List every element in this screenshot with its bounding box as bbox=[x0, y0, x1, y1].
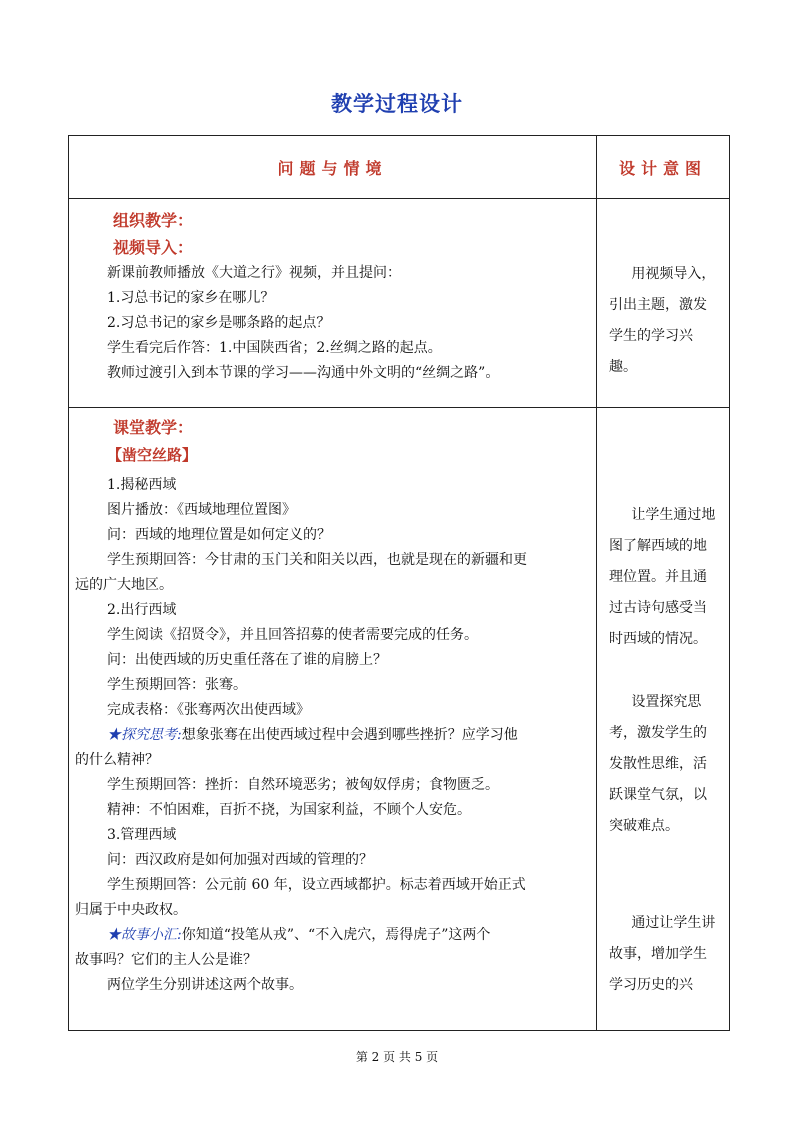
intent-text: 设置探究思考，激发学生的发散性思维，活跃课堂气氛，以突破难点。 bbox=[609, 694, 707, 834]
subheading: 3.管理西域 bbox=[107, 827, 177, 843]
header-situation: 问题与情境 bbox=[69, 136, 597, 199]
intent-text: 让学生通过地图了解西域的地理位置。并且通过古诗句感受当时西域的情况。 bbox=[609, 507, 716, 647]
table-row bbox=[69, 199, 730, 408]
text-line: 完成表格：《张骞两次出使西域》 bbox=[107, 702, 310, 718]
header-row bbox=[69, 136, 730, 199]
text-line: 教师过渡引入到本节课的学习——沟通中外文明的“丝绸之路”。 bbox=[107, 365, 500, 381]
text-line: 2.习总书记的家乡是哪条路的起点？ bbox=[107, 315, 331, 331]
page-footer: 第 2 页 共 5 页 bbox=[355, 1050, 439, 1064]
subheading: 2.出行西域 bbox=[107, 602, 177, 618]
text-line: 精神：不怕困难，百折不挠，为国家利益，不顾个人安危。 bbox=[107, 802, 471, 818]
section-heading: 课堂教学： bbox=[113, 418, 194, 437]
explore-text: 想象张骞在出使西域过程中会遇到哪些挫折？应学习他 bbox=[181, 727, 518, 743]
text-line: 1.习总书记的家乡在哪儿？ bbox=[107, 290, 275, 306]
table-row bbox=[69, 408, 730, 1031]
text-line: 新课前教师播放《大道之行》视频，并且提问： bbox=[107, 265, 401, 281]
text-line: 学生看完后作答：1.中国陕西省；2.丝绸之路的起点。 bbox=[107, 340, 442, 356]
text-line: 问：西汉政府是如何加强对西域的管理的？ bbox=[107, 852, 373, 868]
story-text: 你知道“投笔从戎”、“不入虎穴，焉得虎子”这两个 bbox=[181, 927, 491, 943]
situation-cell bbox=[69, 408, 597, 1031]
intent-text: 用视频导入，引出主题，激发学生的学习兴趣。 bbox=[609, 266, 716, 375]
text-line: 故事吗？它们的主人公是谁？ bbox=[75, 952, 257, 968]
text-line: 学生预期回答：张骞。 bbox=[107, 677, 247, 693]
text-line: 学生预期回答：挫折：自然环境恶劣；被匈奴俘虏；食物匮乏。 bbox=[107, 777, 499, 793]
topic-tag: 【凿空丝路】 bbox=[107, 446, 198, 464]
text-line bbox=[69, 723, 596, 748]
text-line: 归属于中央政权。 bbox=[75, 902, 187, 918]
text-line: 问：出使西域的历史重任落在了谁的肩膀上？ bbox=[107, 652, 387, 668]
situation-cell bbox=[69, 199, 597, 408]
text-line: 学生阅读《招贤令》，并且回答招募的使者需要完成的任务。 bbox=[107, 627, 478, 643]
text-line bbox=[69, 923, 596, 948]
intent-cell bbox=[597, 199, 730, 408]
text-line: 图片播放：《西域地理位置图》 bbox=[107, 502, 296, 518]
explore-label: ★探究思考: bbox=[107, 727, 182, 743]
page-title: 教学过程设计 bbox=[331, 92, 463, 116]
text-line: 两位学生分别讲述这两个故事。 bbox=[107, 977, 303, 993]
subheading: 1.揭秘西域 bbox=[107, 477, 177, 493]
section-heading: 组织教学： bbox=[113, 211, 194, 230]
intent-cell bbox=[597, 408, 730, 1031]
text-line: 学生预期回答：今甘肃的玉门关和阳关以西，也就是现在的新疆和更 bbox=[107, 552, 527, 568]
text-line: 远的广大地区。 bbox=[75, 577, 173, 593]
intent-text: 通过让学生讲故事，增加学生学习历史的兴 bbox=[609, 915, 716, 993]
header-intent: 设计意图 bbox=[597, 136, 730, 199]
lesson-table bbox=[68, 135, 730, 1031]
story-label: ★故事小汇: bbox=[107, 927, 182, 943]
section-heading: 视频导入： bbox=[113, 238, 194, 257]
text-line: 问：西域的地理位置是如何定义的？ bbox=[107, 527, 331, 543]
text-line: 学生预期回答：公元前 60 年，设立西域都护。标志着西域开始正式 bbox=[107, 877, 526, 893]
text-line: 的什么精神？ bbox=[75, 752, 159, 768]
